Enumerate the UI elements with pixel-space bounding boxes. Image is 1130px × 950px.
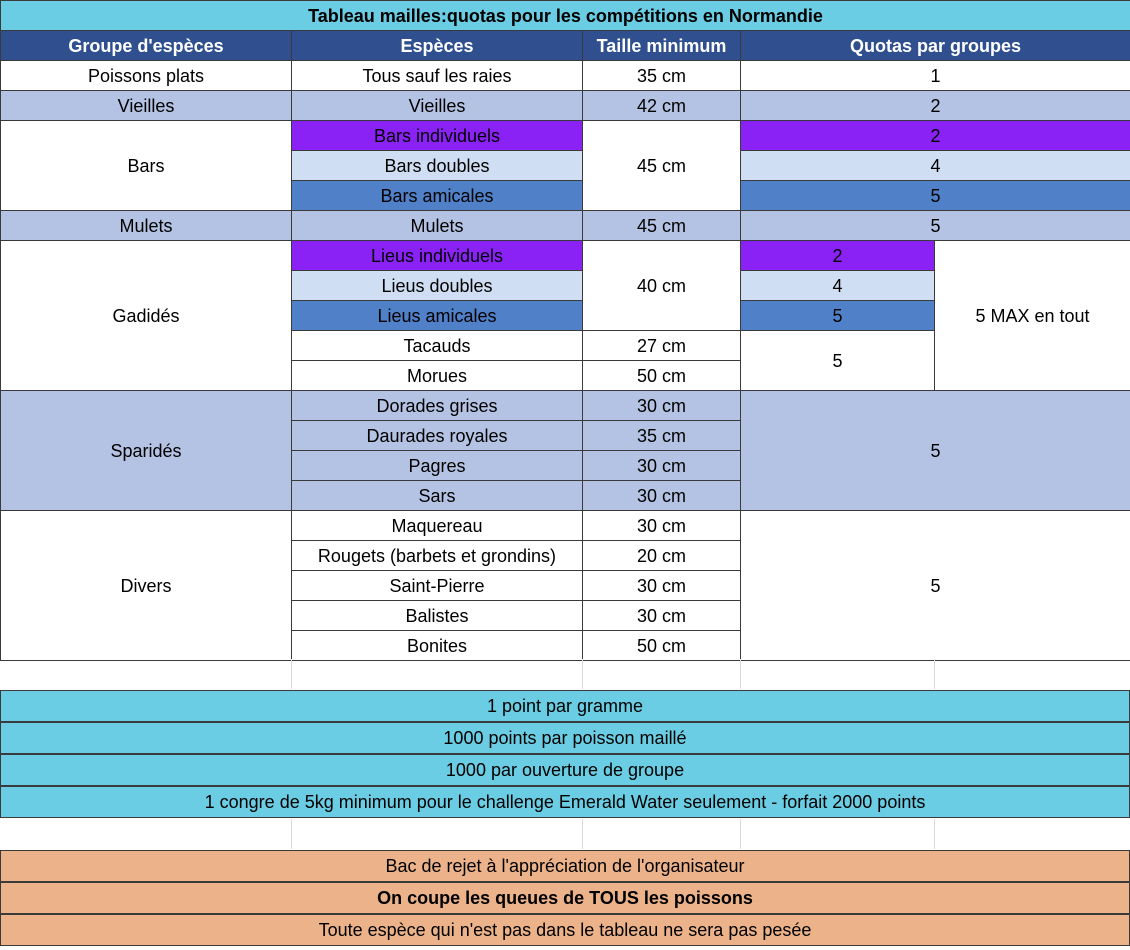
grid-line [740,659,741,689]
quota-cell: 5 [741,331,935,391]
species-cell: Lieus amicales [292,301,583,331]
rule-line: Toute espèce qui n'est pas dans le tableau ne sera pas pesée [0,914,1130,946]
species-cell: Bars doubles [292,151,583,181]
grid-line [740,819,741,849]
header-group: Groupe d'espèces [1,31,292,61]
species-cell: Bars individuels [292,121,583,151]
rule-line: Bac de rejet à l'appréciation de l'organisateur [0,850,1130,882]
size-cell: 42 cm [583,91,741,121]
rule-line-bold: On coupe les queues de TOUS les poissons [0,882,1130,914]
species-cell: Vieilles [292,91,583,121]
group-sparides: Sparidés [1,391,292,511]
species-cell: Dorades grises [292,391,583,421]
species-cell: Tous sauf les raies [292,61,583,91]
size-cell: 30 cm [583,481,741,511]
size-cell: 20 cm [583,541,741,571]
grid-line [582,819,583,849]
size-cell: 30 cm [583,571,741,601]
group-poissons-plats: Poissons plats [1,61,292,91]
species-cell: Mulets [292,211,583,241]
size-cell: 50 cm [583,631,741,661]
species-cell: Lieus doubles [292,271,583,301]
gadides-max-note: 5 MAX en tout [935,241,1130,391]
scoring-line: 1 congre de 5kg minimum pour le challenge Emerald Water seulement - forfait 2000 points [0,786,1130,818]
species-cell: Bars amicales [292,181,583,211]
group-vieilles: Vieilles [1,91,292,121]
header-quota: Quotas par groupes [741,31,1130,61]
size-cell: 50 cm [583,361,741,391]
quota-cell: 5 [741,301,935,331]
grid-line [934,659,935,689]
size-cell: 45 cm [583,121,741,211]
group-gadides: Gadidés [1,241,292,391]
quota-cell: 4 [741,271,935,301]
size-cell: 35 cm [583,421,741,451]
grid-line [934,819,935,849]
size-cell: 30 cm [583,451,741,481]
quota-cell: 5 [741,211,1130,241]
species-cell: Morues [292,361,583,391]
species-cell: Lieus individuels [292,241,583,271]
size-cell: 27 cm [583,331,741,361]
size-cell: 30 cm [583,601,741,631]
species-cell: Maquereau [292,511,583,541]
species-cell: Balistes [292,601,583,631]
quota-cell: 1 [741,61,1130,91]
size-cell: 30 cm [583,391,741,421]
size-cell: 35 cm [583,61,741,91]
quota-cell: 2 [741,91,1130,121]
quota-cell: 5 [741,511,1130,661]
grid-line [291,819,292,849]
header-size: Taille minimum [583,31,741,61]
group-bars: Bars [1,121,292,211]
quota-cell: 2 [741,241,935,271]
species-cell: Tacauds [292,331,583,361]
header-species: Espèces [292,31,583,61]
scoring-line: 1 point par gramme [0,690,1130,722]
scoring-line: 1000 points par poisson maillé [0,722,1130,754]
grid-line [291,659,292,689]
scoring-line: 1000 par ouverture de groupe [0,754,1130,786]
group-mulets: Mulets [1,211,292,241]
quota-cell: 4 [741,151,1130,181]
species-cell: Saint-Pierre [292,571,583,601]
species-cell: Sars [292,481,583,511]
species-cell: Daurades royales [292,421,583,451]
table-title: Tableau mailles:quotas pour les compétitions en Normandie [1,1,1130,31]
species-cell: Bonites [292,631,583,661]
quota-cell: 2 [741,121,1130,151]
species-cell: Rougets (barbets et grondins) [292,541,583,571]
species-cell: Pagres [292,451,583,481]
quota-cell: 5 [741,391,1130,511]
quota-cell: 5 [741,181,1130,211]
size-cell: 45 cm [583,211,741,241]
size-cell: 30 cm [583,511,741,541]
group-divers: Divers [1,511,292,661]
grid-line [582,659,583,689]
size-cell: 40 cm [583,241,741,331]
